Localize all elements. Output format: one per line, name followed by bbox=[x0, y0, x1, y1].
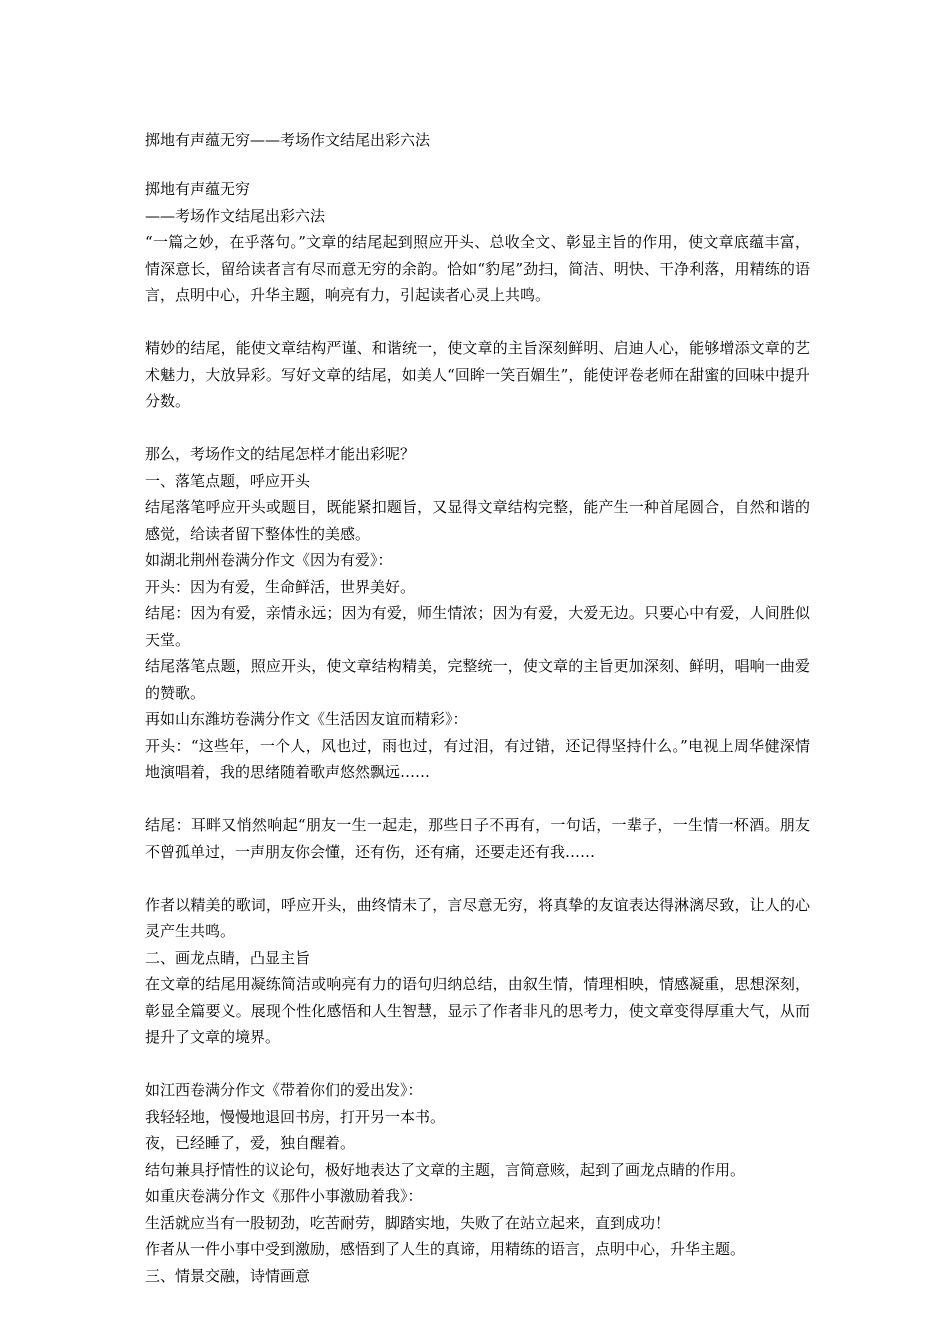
paragraph: 作者以精美的歌词，呼应开头，曲终情未了，言尽意无穷，将真挚的友谊表达得淋漓尽致，让人的心灵产生共鸣。 bbox=[145, 895, 810, 940]
paragraph: 如湖北荆州卷满分作文《因为有爱》： bbox=[145, 551, 393, 569]
paragraph: 那么，考场作文的结尾怎样才能出彩呢？ bbox=[145, 445, 416, 463]
document-title: 掷地有声蕴无穷——考场作文结尾出彩六法 bbox=[145, 131, 431, 149]
paragraph: 生活就应当有一股韧劲，吃苦耐劳，脚踏实地，失败了在站立起来，直到成功！ bbox=[145, 1213, 671, 1232]
paragraph: 三、情景交融，诗情画意 bbox=[145, 1266, 311, 1285]
paragraph: 结句兼具抒情性的议论句，极好地表达了文章的主题，言简意赅，起到了画龙点睛的作用。 bbox=[145, 1160, 746, 1179]
paragraph-gap bbox=[145, 415, 810, 442]
paragraph: 夜，已经睡了，爱，独自醒着。 bbox=[145, 1134, 356, 1152]
paragraph: ——考场作文结尾出彩六法 bbox=[145, 206, 326, 225]
paragraph-gap bbox=[145, 865, 810, 892]
paragraph: 结尾落笔点题，照应开头，使文章结构精美，完整统一，使文章的主旨更加深刻、鲜明，唱响一曲爱的赞歌。 bbox=[145, 657, 810, 702]
paragraph: 精妙的结尾，能使文章结构严谨、和谐统一，使文章的主旨深刻鲜明、启迪人心，能够增添文章的艺术魅力，大放异彩。写好文章的结尾，如美人“回眸一笑百媚生”，能使评卷老师在甜蜜的回味中提升分数。 bbox=[145, 339, 810, 410]
paragraph: 如重庆卷满分作文《那件小事激励着我》： bbox=[145, 1187, 423, 1205]
paragraph: 我轻轻地，慢慢地退回书房，打开另一本书。 bbox=[145, 1107, 446, 1126]
paragraph: 如江西卷满分作文《带着你们的爱出发》： bbox=[145, 1081, 423, 1099]
paragraph: “一篇之妙，在乎落句。”文章的结尾起到照应开头、总收全文、彰显主旨的作用，使文章底蕴丰富，情深意长，留给读者言有尽而意无穷的余韵。恰如“豹尾”劲扫，简洁、明快、干净利落，用精练的语言，点明中心，升华主题，响亮有力，引起读者心灵上共鸣。 bbox=[145, 233, 810, 304]
paragraph: 开头：“这些年，一个人，风也过，雨也过，有过泪，有过错，还记得坚持什么。”电视上周华健深情地演唱着，我的思绪随着歌声悠然飘远…… bbox=[145, 736, 810, 781]
paragraph: 在文章的结尾用凝练简洁或响亮有力的语句归纳总结，由叙生情，情理相映，情感凝重，思想深刻，彰显全篇要义。展现个性化感悟和人生智慧，显示了作者非凡的思考力，使文章变得厚重大气，从而提升了文章的境界。 bbox=[145, 975, 810, 1046]
paragraph: 作者从一件小事中受到激励，感悟到了人生的真谛，用精练的语言，点明中心，升华主题。 bbox=[145, 1240, 746, 1258]
paragraph: 再如山东潍坊卷满分作文《生活因友谊而精彩》： bbox=[145, 710, 468, 728]
paragraph: 开头：因为有爱，生命鲜活，世界美好。 bbox=[145, 577, 416, 596]
paragraph: 一、落笔点题，呼应开头 bbox=[145, 471, 311, 490]
paragraph-gap bbox=[145, 786, 810, 813]
paragraph-gap bbox=[145, 309, 810, 336]
document-body bbox=[145, 176, 810, 1289]
paragraph: 结尾落笔呼应开头或题目，既能紧扣题旨，又显得文章结构完整，能产生一种首尾圆合，自然和谐的感觉，给读者留下整体性的美感。 bbox=[145, 498, 810, 543]
paragraph: 二、画龙点睛，凸显主旨 bbox=[145, 948, 311, 967]
paragraph: 掷地有声蕴无穷 bbox=[145, 180, 251, 198]
paragraph: 结尾：因为有爱，亲情永远；因为有爱，师生情浓；因为有爱，大爱无边。只要心中有爱，人间胜似天堂。 bbox=[145, 604, 810, 649]
paragraph-gap bbox=[145, 1051, 810, 1078]
paragraph: 结尾：耳畔又悄然响起“朋友一生一起走，那些日子不再有，一句话，一辈子，一生情一杯酒。朋友不曾孤单过，一声朋友你会懂，还有伤，还有痛，还要走还有我…… bbox=[145, 816, 810, 861]
